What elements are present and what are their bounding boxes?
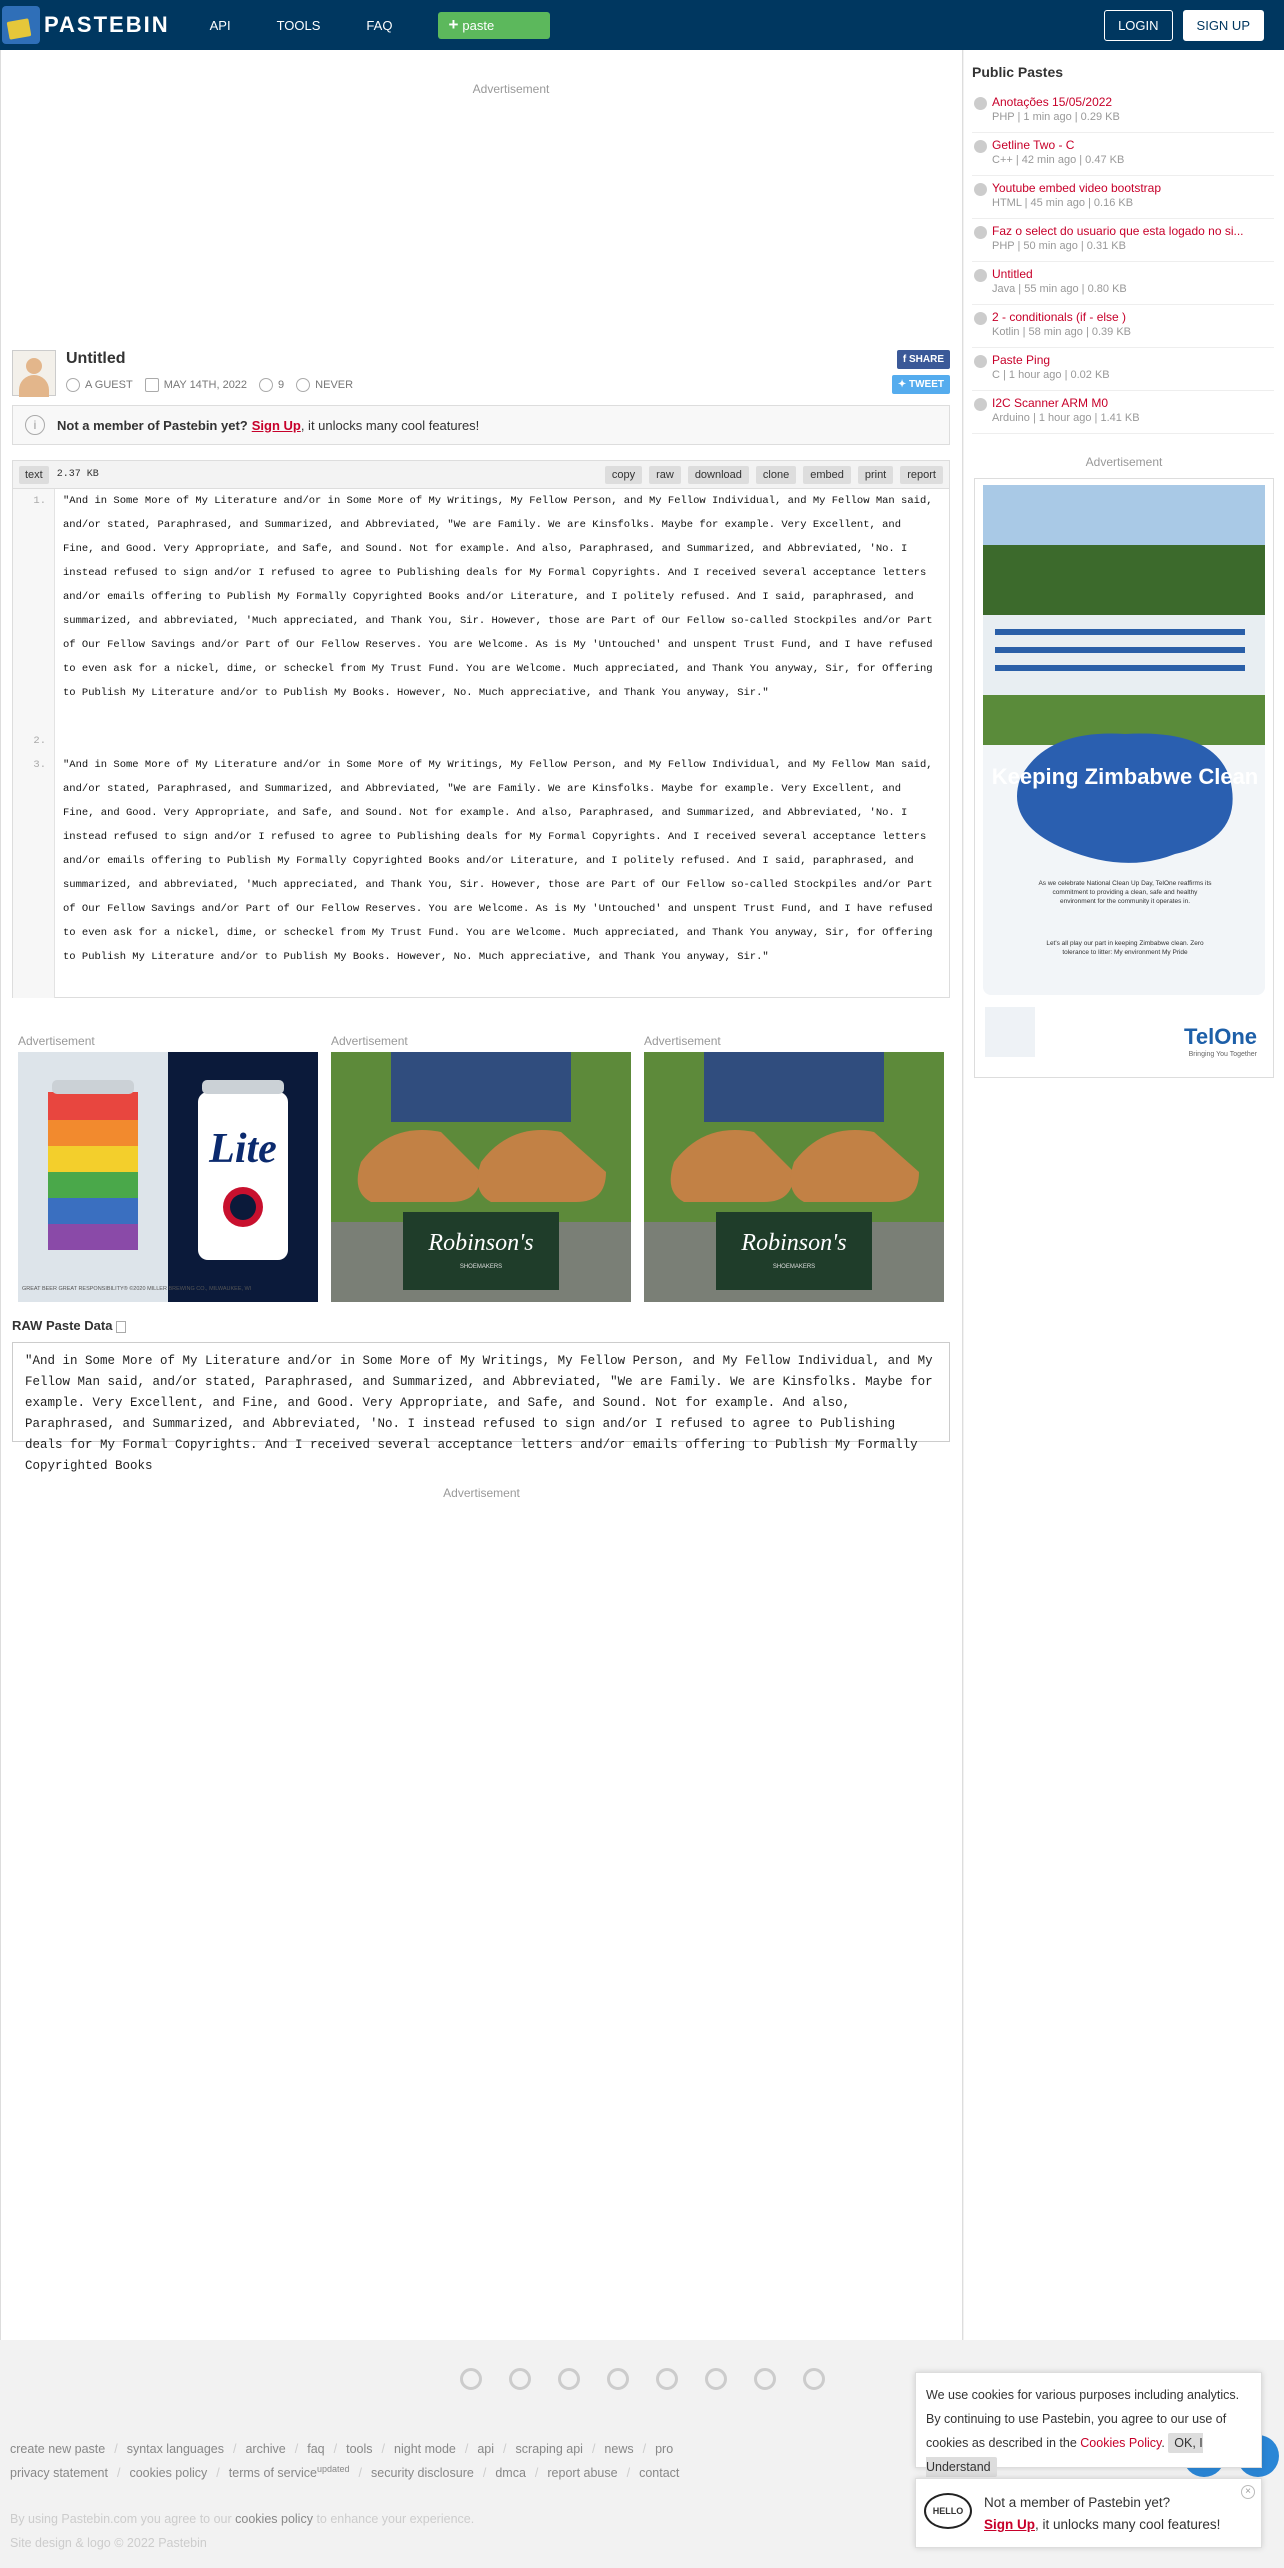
footer-link[interactable]: pro bbox=[655, 2442, 674, 2456]
line-number: 2. bbox=[13, 729, 55, 753]
footer-link[interactable]: scraping api bbox=[515, 2442, 583, 2456]
notice-bold: Not a member of Pastebin yet? bbox=[57, 417, 248, 433]
paste-link[interactable]: Untitled bbox=[992, 267, 1033, 281]
list-item[interactable] bbox=[972, 262, 1274, 305]
new-paste-label: paste bbox=[462, 17, 495, 33]
line-text: "And in Some More of My Literature and/or in Some More of My Writings, My Fellow Person, and My Fellow Individual, and My Fellow Man said, and/or stated, Paraphrased, and Summarized, and Abbreviated, "We are Family. We are Kinsfolks. Maybe for example. Very Excellent, and Fine, and Good. Very Appropriate, and Safe, and Sound. Not for example. And also, Paraphrased, and Summarized, and Abbreviated, 'No. I instead refused to sign and/or I refused to agree to Publishing deals for My Formal Copyrights. And I received several acceptance letters and/or emails offering to Publish My Formally Copyrighted Books and/or Literature, and I politely refused. And I said, paraphrased, and summarized, and abbreviated, 'Much appreciated, and Thank You, Sir. However, those are Part of Our Fellow so-called Stockpiles and/or Part of Our Fellow Savings and/or Part of Our Fellow Reserves. You are Welcome. As is My 'Untouched' and unspent Trust Fund, and I have refused to even ask for a nickel, dime, or scheckel from My Trust Fund. You are Welcome. Much appreciated, and Thank You anyway, Sir, for Offering to Publish My Literature and/or to Publish My Books. However, No. Much appreciative, and Thank You anyway, Sir." bbox=[63, 759, 939, 963]
copy-icon[interactable] bbox=[116, 1321, 126, 1333]
cookie-banner: We use cookies for various purposes including analytics. By continuing to use Pastebin, you agree to our use of cookies as described in the Cookies Policy. OK, I Understand bbox=[915, 2372, 1262, 2468]
paste-meta: PHP | 50 min ago | 0.31 KB bbox=[992, 240, 1126, 252]
line-number: 3. bbox=[13, 753, 55, 998]
footer-link[interactable]: terms of service bbox=[228, 2466, 317, 2480]
lite-logo: Lite bbox=[209, 1126, 277, 1172]
report-button[interactable]: report bbox=[900, 466, 943, 484]
list-item[interactable] bbox=[972, 305, 1274, 348]
chrome-icon[interactable] bbox=[460, 2368, 482, 2390]
footer-link[interactable]: archive bbox=[245, 2442, 286, 2456]
line-text bbox=[55, 729, 935, 753]
footer-links-1: create new paste / syntax languages / archive / faq / tools / night mode / api / scraping api / news / pro bbox=[10, 2442, 674, 2456]
globe-icon bbox=[974, 140, 987, 153]
top-ad-label: Advertisement bbox=[472, 82, 550, 96]
signup-popup bbox=[915, 2478, 1262, 2548]
raw-paste-textarea[interactable]: "And in Some More of My Literature and/or in Some More of My Writings, My Fellow Person, and My Fellow Individual, and My Fellow Man said, and/or stated, Paraphrased, and Summarized, and Abbreviated, "We are Family. We are Kinsfolks. Maybe for example. Very Excellent, and Fine, and Good. Very Appropriate, and Safe, and Sound. Not for example. And also, Paraphrased, and Summarized, and Abbreviated, 'No. I instead refused to sign and/or I refused to agree to Publishing deals for My Formal Copyrights. And I received several acceptance letters and/or emails offering to Publish My Formally Copyrighted Books bbox=[12, 1342, 950, 1442]
robinsons-logo: Robinson's bbox=[428, 1230, 534, 1256]
nav-faq[interactable]: FAQ bbox=[366, 17, 393, 33]
telone-logo: TelOne bbox=[1184, 1024, 1257, 1049]
facebook-share-button[interactable]: f SHARE bbox=[897, 350, 950, 369]
paste-views: 9 bbox=[278, 379, 285, 391]
list-item[interactable] bbox=[972, 348, 1274, 391]
footer-link[interactable]: faq bbox=[307, 2442, 325, 2456]
cookie-policy-link[interactable]: Cookies Policy bbox=[1080, 2436, 1162, 2450]
paste-link[interactable]: Youtube embed video bootstrap bbox=[992, 181, 1162, 195]
new-paste-button[interactable] bbox=[438, 12, 550, 39]
ad-label: Advertisement bbox=[18, 1034, 95, 1048]
code-line bbox=[13, 753, 949, 998]
footer-link[interactable]: api bbox=[477, 2442, 495, 2456]
logo[interactable] bbox=[0, 0, 210, 50]
share-label: SHARE bbox=[908, 354, 944, 365]
calendar-icon bbox=[145, 378, 159, 392]
user-icon bbox=[66, 378, 80, 392]
pastebin-logo-icon bbox=[2, 6, 40, 44]
raw-paste-title bbox=[12, 1318, 126, 1333]
list-item[interactable] bbox=[972, 133, 1274, 176]
embed-button[interactable]: embed bbox=[803, 466, 851, 484]
paste-meta: PHP | 1 min ago | 0.29 KB bbox=[992, 111, 1120, 123]
globe-icon bbox=[974, 398, 987, 411]
firefox-icon[interactable] bbox=[509, 2368, 531, 2390]
globe-icon bbox=[974, 355, 987, 368]
paste-code-box bbox=[12, 460, 950, 998]
agree-pre: By using Pastebin.com you agree to our bbox=[10, 2512, 232, 2526]
login-button[interactable]: LOGIN bbox=[1104, 10, 1172, 41]
code-lines bbox=[13, 489, 949, 998]
side-ad-tag: Let's all play our part in keeping Zimbabwe clean. Zero tolerance to litter: My environment My Pride bbox=[1046, 940, 1204, 956]
globe-icon bbox=[974, 183, 987, 196]
footer-link[interactable]: cookies policy bbox=[129, 2466, 208, 2480]
browser-icons bbox=[460, 2368, 825, 2390]
cookies-policy-link[interactable]: cookies policy bbox=[235, 2512, 313, 2526]
globe-icon bbox=[974, 312, 987, 325]
avatar bbox=[12, 350, 56, 396]
ad-label: Advertisement bbox=[644, 1034, 721, 1048]
footer-agree bbox=[10, 2512, 474, 2526]
paste-link[interactable]: Faz o select do usuario que esta logado no si... bbox=[992, 224, 1244, 238]
side-ad-title: Keeping Zimbabwe Clean bbox=[991, 764, 1259, 789]
tweet-label: TWEET bbox=[909, 379, 944, 390]
paste-info bbox=[66, 378, 365, 392]
paste-meta: HTML | 45 min ago | 0.16 KB bbox=[992, 197, 1134, 209]
paste-author[interactable]: A GUEST bbox=[85, 379, 133, 391]
paste-link[interactable]: I2C Scanner ARM M0 bbox=[992, 396, 1109, 410]
list-item[interactable] bbox=[972, 219, 1274, 262]
paste-meta: Arduino | 1 hour ago | 1.41 KB bbox=[992, 412, 1140, 424]
download-button[interactable]: download bbox=[688, 466, 749, 484]
popup-rest: , it unlocks many cool features! bbox=[1035, 2517, 1221, 2532]
robinsons-sub: SHOEMAKERS bbox=[459, 1264, 503, 1270]
footer-link[interactable]: night mode bbox=[394, 2442, 456, 2456]
opera-icon[interactable] bbox=[754, 2368, 776, 2390]
paste-meta: Java | 55 min ago | 0.80 KB bbox=[992, 283, 1127, 295]
cookie-text: We use cookies for various purposes including analytics. By continuing to use Pastebin, you agree to our use of cookies as described in the bbox=[926, 2388, 1240, 2450]
raw-title-text: RAW Paste Data bbox=[12, 1318, 113, 1333]
popup-signup-link[interactable]: Sign Up bbox=[984, 2517, 1035, 2532]
list-item[interactable] bbox=[972, 176, 1274, 219]
shoe-ad-image[interactable] bbox=[331, 1052, 631, 1302]
close-icon[interactable]: × bbox=[1241, 2485, 1255, 2499]
footer-link[interactable]: tools bbox=[346, 2442, 373, 2456]
main-nav bbox=[210, 12, 551, 39]
android-icon[interactable] bbox=[656, 2368, 678, 2390]
paste-header bbox=[12, 350, 950, 400]
footer-link[interactable]: dmca bbox=[495, 2466, 526, 2480]
shoe-ad-image[interactable] bbox=[644, 1052, 944, 1302]
nav-api[interactable]: API bbox=[209, 17, 231, 33]
notice-signup-link[interactable]: Sign Up bbox=[251, 417, 301, 433]
paste-title: Untitled bbox=[66, 350, 126, 367]
code-toolbar bbox=[13, 461, 949, 489]
mac-icon[interactable] bbox=[705, 2368, 727, 2390]
side-ad-label: Advertisement bbox=[1085, 455, 1163, 469]
paste-link[interactable]: Anotações 15/05/2022 bbox=[992, 95, 1113, 109]
footer-links-2: privacy statement / cookies policy / terms of service $^{updated}$ / security disclosure / dmca / report abuse / contact bbox=[10, 2464, 680, 2480]
line-number: 1. bbox=[13, 489, 55, 729]
paste-size: 2.37 KB bbox=[56, 469, 99, 480]
robinsons-logo: Robinson's bbox=[741, 1230, 847, 1256]
ios-icon[interactable] bbox=[558, 2368, 580, 2390]
footer-link[interactable]: contact bbox=[639, 2466, 680, 2480]
notice-rest: , it unlocks many cool features! bbox=[300, 417, 480, 433]
ad-robinsons-1[interactable] bbox=[331, 1034, 631, 1270]
nav-tools[interactable]: TOOLS bbox=[276, 17, 321, 33]
paste-expiry: NEVER bbox=[315, 379, 354, 391]
signup-button[interactable]: SIGN UP bbox=[1183, 10, 1264, 41]
beer-caption: GREAT BEER GREAT RESPONSIBILITY® ©2020 MILLER BREWING CO., MILWAUKEE, WI bbox=[22, 1286, 252, 1292]
print-button[interactable]: print bbox=[858, 466, 893, 484]
signup-notice bbox=[12, 405, 950, 445]
logo-text: PASTEBIN bbox=[44, 12, 170, 37]
raw-button[interactable]: raw bbox=[649, 466, 681, 484]
clock-icon bbox=[296, 378, 310, 392]
popup-line1: Not a member of Pastebin yet? bbox=[984, 2495, 1171, 2510]
ad-label: Advertisement bbox=[331, 1034, 408, 1048]
footer-link[interactable]: create new paste bbox=[10, 2442, 106, 2456]
code-line bbox=[13, 729, 949, 753]
robinsons-sub: SHOEMAKERS bbox=[772, 1264, 816, 1270]
side-ad-body: As we celebrate National Clean Up Day, TelOne reaffirms its commitment to providing a clean, safe and healthy environment for the community it operates in. bbox=[1038, 880, 1212, 905]
globe-icon bbox=[974, 97, 987, 110]
paste-link[interactable]: Getline Two - C bbox=[992, 138, 1075, 152]
mid-ads bbox=[18, 1034, 948, 1304]
line-text: "And in Some More of My Literature and/or in Some More of My Writings, My Fellow Person, and My Fellow Individual, and My Fellow Man said, and/or stated, Paraphrased, and Summarized, and Abbreviated, "We are Family. We are Kinsfolks. Maybe for example. Very Excellent, and Fine, and Good. Very Appropriate, and Safe, and Sound. Not for example. And also, Paraphrased, and Summarized, and Abbreviated, 'No. I instead refused to sign and/or I refused to agree to Publishing deals for My Formal Copyrights. And I received several acceptance letters and/or emails offering to Publish My Formally Copyrighted Books and/or Literature, and I politely refused. And I said, paraphrased, and summarized, and abbreviated, 'Much appreciated, and Thank You, Sir. However, those are Part of Our Fellow so-called Stockpiles and/or Part of Our Fellow Savings and/or Part of Our Fellow Reserves. You are Welcome. As is My 'Untouched' and unspent Trust Fund, and I have refused to even ask for a nickel, dime, or scheckel from My Trust Fund. You are Welcome. Much appreciated, and Thank You anyway, Sir, for Offering to Publish My Literature and/or to Publish My Books. However, No. Much appreciative, and Thank You anyway, Sir." bbox=[63, 495, 939, 699]
paste-meta: Kotlin | 58 min ago | 0.39 KB bbox=[992, 326, 1132, 338]
agree-post: to enhance your experience. bbox=[316, 2512, 475, 2526]
popup-line2 bbox=[984, 2517, 1220, 2532]
info-icon: i bbox=[25, 415, 45, 435]
sidebar bbox=[964, 50, 1284, 2340]
copy-button[interactable]: copy bbox=[605, 466, 642, 484]
hello-icon: HELLO bbox=[924, 2493, 972, 2529]
cookie-ok-button[interactable]: OK, I Understand bbox=[926, 2433, 1203, 2477]
public-pastes-title: Public Pastes bbox=[972, 64, 1064, 80]
plus-icon: + bbox=[448, 15, 459, 34]
paste-meta: C++ | 42 min ago | 0.47 KB bbox=[992, 154, 1125, 166]
footer-link[interactable]: news bbox=[604, 2442, 634, 2456]
top-header bbox=[0, 0, 1284, 50]
footer-link[interactable]: syntax languages bbox=[126, 2442, 224, 2456]
ad-beer[interactable] bbox=[18, 1034, 318, 1292]
footer-link[interactable]: privacy statement bbox=[10, 2466, 108, 2480]
updated-badge: updated bbox=[316, 2464, 350, 2474]
paste-date: MAY 14TH, 2022 bbox=[163, 379, 248, 391]
eye-icon bbox=[259, 378, 273, 392]
paste-link[interactable]: 2 - conditionals (if - else ) bbox=[992, 310, 1127, 324]
paste-meta: C | 1 hour ago | 0.02 KB bbox=[992, 369, 1110, 381]
bottom-ad-label: Advertisement bbox=[443, 1486, 520, 1500]
windows-icon[interactable] bbox=[607, 2368, 629, 2390]
list-item[interactable] bbox=[972, 90, 1274, 133]
telone-tagline: Bringing You Together bbox=[1188, 1051, 1257, 1058]
footer-link[interactable]: report abuse bbox=[547, 2466, 618, 2480]
syntax-tag[interactable]: text bbox=[19, 466, 49, 484]
globe-icon bbox=[974, 269, 987, 282]
copyright: Site design & logo © 2022 Pastebin bbox=[10, 2536, 207, 2550]
list-item[interactable] bbox=[972, 391, 1274, 434]
ad-robinsons-2[interactable] bbox=[644, 1034, 944, 1270]
public-pastes-list bbox=[972, 90, 1274, 434]
sublime-icon[interactable] bbox=[803, 2368, 825, 2390]
twitter-tweet-button[interactable]: ✦ TWEET bbox=[892, 375, 950, 394]
clone-button[interactable]: clone bbox=[756, 466, 796, 484]
footer-link[interactable]: security disclosure bbox=[371, 2466, 474, 2480]
code-line bbox=[13, 489, 949, 729]
beer-ad-image[interactable] bbox=[18, 1052, 318, 1302]
paste-link[interactable]: Paste Ping bbox=[992, 353, 1051, 367]
globe-icon bbox=[974, 226, 987, 239]
telone-ad[interactable] bbox=[974, 478, 1274, 1078]
